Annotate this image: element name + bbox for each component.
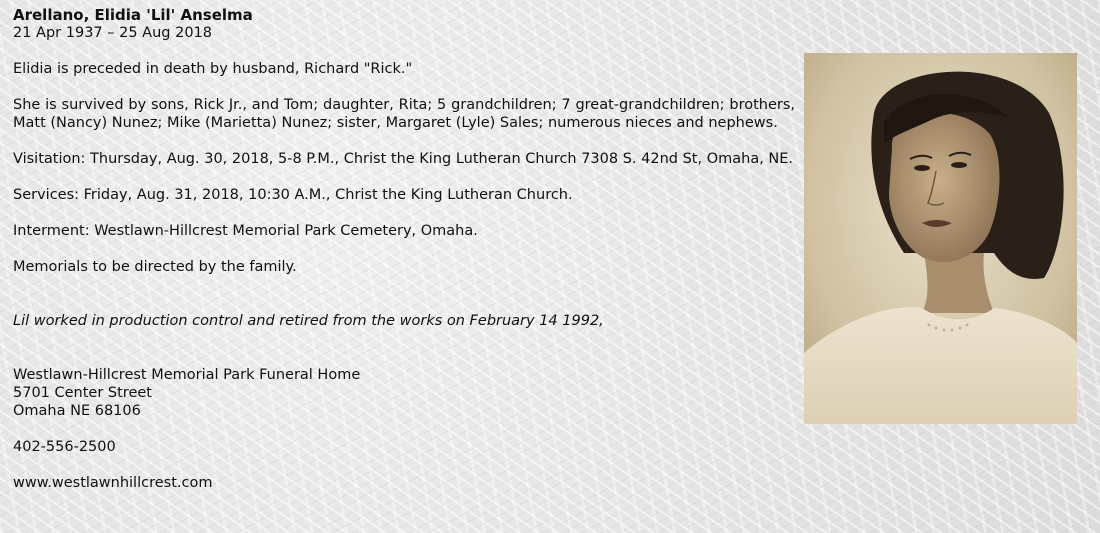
funeral-home-phone: 402-556-2500 xyxy=(13,439,116,455)
services-paragraph: Services: Friday, Aug. 31, 2018, 10:30 A.M., Christ the King Lutheran Church. xyxy=(13,187,573,203)
funeral-home-name: Westlawn-Hillcrest Memorial Park Funeral Home xyxy=(13,367,361,383)
funeral-home-website: www.westlawnhillcrest.com xyxy=(13,475,213,491)
obituary-content xyxy=(13,6,795,492)
interment-paragraph: Interment: Westlawn-Hillcrest Memorial Park Cemetery, Omaha. xyxy=(13,223,478,239)
deceased-name: Arellano, Elidia 'Lil' Anselma xyxy=(13,6,253,24)
life-dates: 21 Apr 1937 – 25 Aug 2018 xyxy=(13,25,213,41)
survived-paragraph: She is survived by sons, Rick Jr., and Tom; daughter, Rita; 5 grandchildren; 7 great-grandchildren; brothers, Matt (Nancy) Nunez; Mike (Marietta) Nunez; sister, Margaret (Lyle) Sales; numerous nieces and nephews. xyxy=(13,97,795,131)
memorials-paragraph: Memorials to be directed by the family. xyxy=(13,259,297,275)
funeral-home-city: Omaha NE 68106 xyxy=(13,403,141,419)
portrait-photo xyxy=(804,53,1077,424)
funeral-home-street: 5701 Center Street xyxy=(13,385,152,401)
portrait-illustration xyxy=(804,53,1077,424)
preceded-paragraph: Elidia is preceded in death by husband, Richard "Rick." xyxy=(13,61,413,77)
visitation-paragraph: Visitation: Thursday, Aug. 30, 2018, 5-8 P.M., Christ the King Lutheran Church 7308 S. 42nd St, Omaha, NE. xyxy=(13,151,794,167)
career-note: Lil worked in production control and retired from the works on February 14 1992, xyxy=(13,313,604,329)
